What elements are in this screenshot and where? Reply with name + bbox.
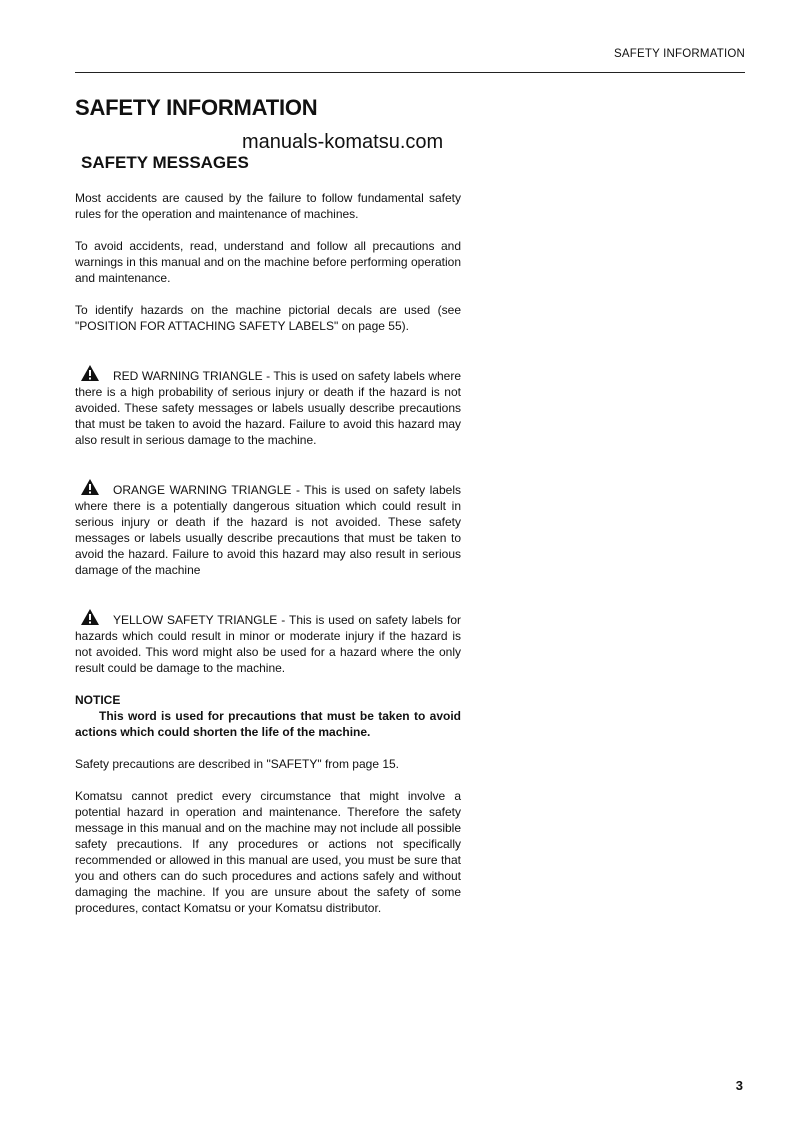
closing-paragraph-2: Komatsu cannot predict every circumstance that might involve a potential hazard in operation and maintenance. Therefore the safety message in this manual and on the machine may not include all possible safety precautions. If any procedures or actions not specifically recommended or allowed in this manual are used, you must be sure that you and others can do such procedures and actions safely and without damaging the machine. If you are unsure about the safety of some procedures, contact Komatsu or your Komatsu distributor. bbox=[75, 789, 461, 915]
warning-triangle-icon bbox=[80, 364, 100, 382]
body-content bbox=[75, 190, 461, 932]
warning-triangle-icon bbox=[80, 478, 100, 496]
intro-paragraph-2: To avoid accidents, read, understand and follow all precautions and warnings in this manual and on the machine before performing operation and maintenance. bbox=[75, 239, 461, 285]
page-title: SAFETY INFORMATION bbox=[75, 95, 318, 120]
warning-yellow-text: YELLOW SAFETY TRIANGLE - This is used on safety labels for hazards which could result in minor or moderate injury if the hazard is not avoided. This word might also be used for a hazard where the only result could be damage to the machine. bbox=[75, 613, 461, 675]
header-divider bbox=[75, 72, 745, 73]
intro-paragraph-3: To identify hazards on the machine pictorial decals are used (see "POSITION FOR ATTACHING SAFETY LABELS" on page 55). bbox=[75, 303, 461, 333]
notice-text: This word is used for precautions that must be taken to avoid actions which could shorten the life of the machine. bbox=[75, 709, 461, 739]
warning-red-text: RED WARNING TRIANGLE - This is used on safety labels where there is a high probability of serious injury or death if the hazard is not avoided. These safety messages or labels usually describe precautions that must be taken to avoid the hazard. Failure to avoid this hazard may also result in serious damage to the machine. bbox=[75, 369, 461, 447]
section-title: SAFETY MESSAGES bbox=[81, 153, 249, 172]
running-header: SAFETY INFORMATION bbox=[614, 48, 745, 60]
warning-yellow bbox=[75, 608, 461, 676]
watermark-text: manuals-komatsu.com bbox=[242, 131, 444, 153]
page-number: 3 bbox=[735, 1078, 743, 1093]
notice-label: NOTICE bbox=[75, 693, 121, 707]
intro-paragraph-1: Most accidents are caused by the failure to follow fundamental safety rules for the operation and maintenance of machines. bbox=[75, 191, 461, 221]
warning-orange bbox=[75, 478, 461, 578]
closing-paragraph-1: Safety precautions are described in "SAFETY" from page 15. bbox=[75, 757, 400, 771]
warning-triangle-icon bbox=[80, 608, 100, 626]
warning-red bbox=[75, 364, 461, 448]
warning-orange-text: ORANGE WARNING TRIANGLE - This is used on safety labels where there is a potentially dangerous situation which could result in serious injury or death if the hazard is not avoided. These safety messages or labels usually describe precautions that must be taken to avoid the hazard. Failure to avoid this hazard may also result in serious damage of the machine bbox=[75, 483, 461, 577]
